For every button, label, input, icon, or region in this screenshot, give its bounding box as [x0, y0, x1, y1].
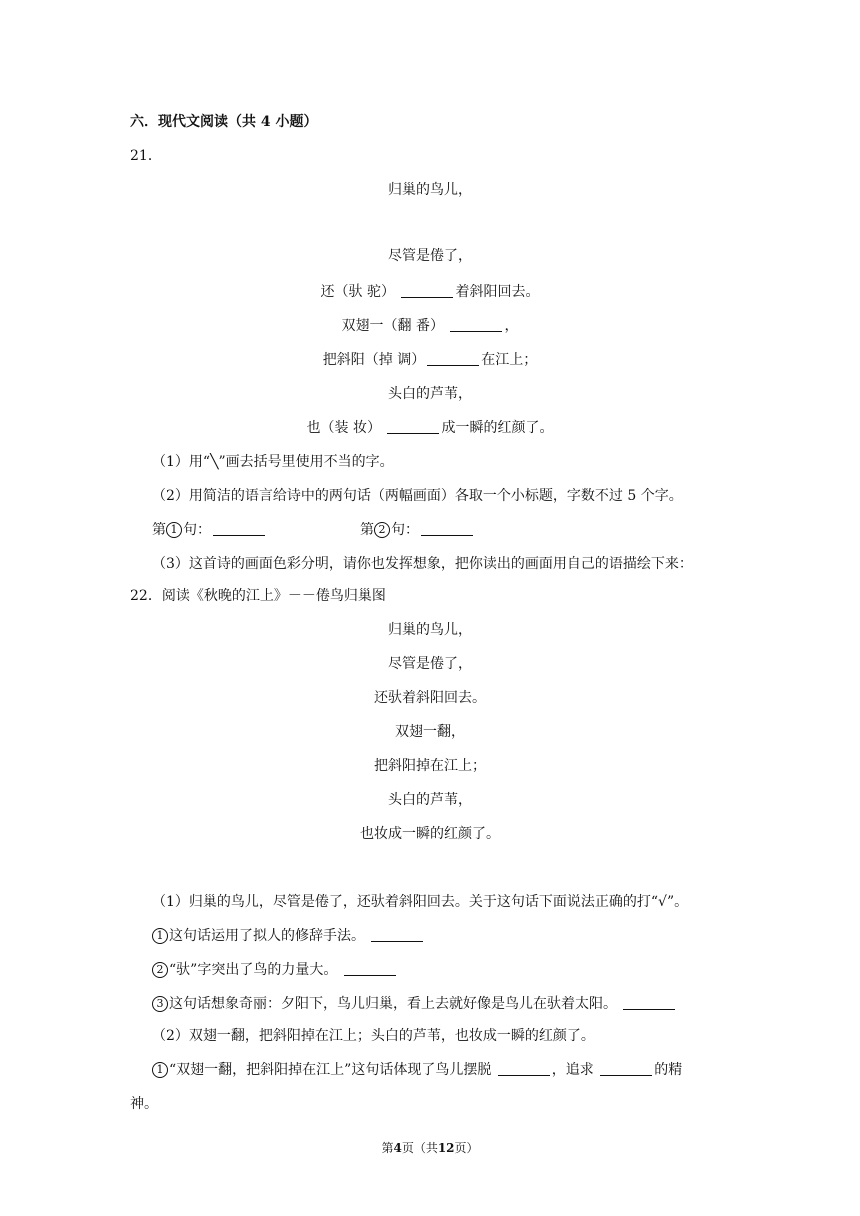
- option-text: 这句话想象奇丽：夕阳下，鸟儿归巢，看上去就好像是鸟儿在驮着太阳。: [169, 996, 617, 1012]
- q22-poem-line: 双翅一翻，: [395, 724, 465, 740]
- q21-poem-line-4-a: 双翅一（翻 番）: [341, 318, 444, 334]
- section-title: 六．现代文阅读（共 4 小题）: [130, 114, 318, 130]
- q21-poem-line-6: 头白的芦苇，: [388, 386, 472, 402]
- circled-number: 1: [152, 928, 168, 944]
- sentence-part: ，追求: [551, 1062, 594, 1078]
- circled-number: 2: [152, 962, 168, 978]
- answer-blank[interactable]: [344, 961, 396, 976]
- q22-poem-line: 尽管是倦了，: [388, 656, 472, 672]
- q21-poem-line-4: [0, 316, 860, 336]
- answer-blank[interactable]: [498, 1061, 550, 1076]
- q21-poem-line-5-a: 把斜阳（掉 调）: [322, 352, 426, 368]
- option-text: “驮”字突出了鸟的力量大。: [169, 962, 338, 978]
- q22-poem-line: 头白的芦苇，: [388, 792, 472, 808]
- answer-blank[interactable]: [401, 283, 453, 298]
- answer-blank[interactable]: [421, 521, 473, 536]
- q22-poem-line: 归巢的鸟儿，: [388, 622, 472, 638]
- q21-poem-line-7-a: 也（装 妆）: [306, 420, 381, 436]
- sentence-part: “双翅一翻，把斜阳掉在江上”这句话体现了鸟儿摆脱: [169, 1062, 492, 1078]
- q22-poem-line: 把斜阳掉在江上；: [374, 758, 486, 774]
- q21-sub2-answer-2: [360, 520, 475, 540]
- q22-option-1: [152, 926, 425, 946]
- q21-poem-line-7-b: 成一瞬的红颜了。: [441, 420, 554, 436]
- answer-blank[interactable]: [371, 927, 423, 942]
- q22-option-2: [152, 960, 398, 980]
- q22-sub2-item-1-cont: 神。: [130, 1096, 158, 1112]
- footer-text: 页）: [454, 1141, 479, 1155]
- footer-text: 第: [381, 1141, 394, 1155]
- q21-poem-line-5-b: 在江上；: [481, 352, 538, 368]
- label-suffix: 句：: [183, 522, 211, 538]
- q22-poem-line: 还驮着斜阳回去。: [374, 690, 486, 706]
- answer-blank[interactable]: [623, 995, 675, 1010]
- page-footer: [0, 1138, 860, 1158]
- label-prefix: 第: [152, 522, 166, 538]
- q22-sub1: （1）归巢的鸟儿，尽管是倦了，还驮着斜阳回去。关于这句话下面说法正确的打“√”。: [152, 894, 689, 910]
- circled-number: 1: [166, 522, 182, 538]
- circled-number: 2: [374, 522, 390, 538]
- q21-sub1: （1）用“╲”画去括号里使用不当的字。: [152, 454, 394, 470]
- q22-poem-line: 也妆成一瞬的红颜了。: [360, 826, 500, 842]
- q22-sub2: （2）双翅一翻，把斜阳掉在江上；头白的芦苇，也妆成一瞬的红颜了。: [152, 1028, 595, 1044]
- q21-poem-line-3-b: 着斜阳回去。: [455, 284, 540, 300]
- q21-poem-line-7: [0, 418, 860, 438]
- q21-poem-line-3-a: 还（驮 驼）: [320, 284, 395, 300]
- q21-poem-line-2: 尽管是倦了，: [388, 248, 472, 264]
- label-suffix: 句：: [391, 522, 419, 538]
- q21-poem-line-3: [0, 282, 860, 302]
- q21-poem-line-5: [0, 350, 860, 370]
- answer-blank[interactable]: [387, 419, 439, 434]
- q21-poem-line-4-b: ，: [504, 318, 519, 334]
- page-number: 4: [393, 1141, 402, 1155]
- answer-blank[interactable]: [213, 521, 265, 536]
- option-text: 这句话运用了拟人的修辞手法。: [169, 928, 365, 944]
- label-prefix: 第: [360, 522, 374, 538]
- q21-number: 21．: [130, 148, 162, 164]
- page-total: 12: [437, 1141, 455, 1155]
- sentence-part: 的精: [654, 1062, 683, 1078]
- circled-number: 3: [152, 996, 168, 1012]
- q21-sub2-answer-1: [152, 520, 267, 540]
- answer-blank[interactable]: [600, 1061, 652, 1076]
- circled-number: 1: [152, 1062, 168, 1078]
- q21-sub2: （2）用简洁的语言给诗中的两句话（两幅画面）各取一个小标题，字数不过 5 个字。: [152, 488, 683, 504]
- footer-text: 页（共: [401, 1141, 438, 1155]
- q22-option-3: [152, 994, 677, 1014]
- answer-blank[interactable]: [427, 351, 479, 366]
- q21-poem-line-1: 归巢的鸟儿，: [388, 182, 472, 198]
- q22-sub2-item-1: [152, 1060, 682, 1080]
- q21-sub3: （3）这首诗的画面色彩分明，请你也发挥想象，把你读出的画面用自己的语描绘下来：: [152, 556, 693, 572]
- q22-header: 22．阅读《秋晚的江上》－－倦鸟归巢图: [130, 588, 386, 604]
- answer-blank[interactable]: [450, 317, 502, 332]
